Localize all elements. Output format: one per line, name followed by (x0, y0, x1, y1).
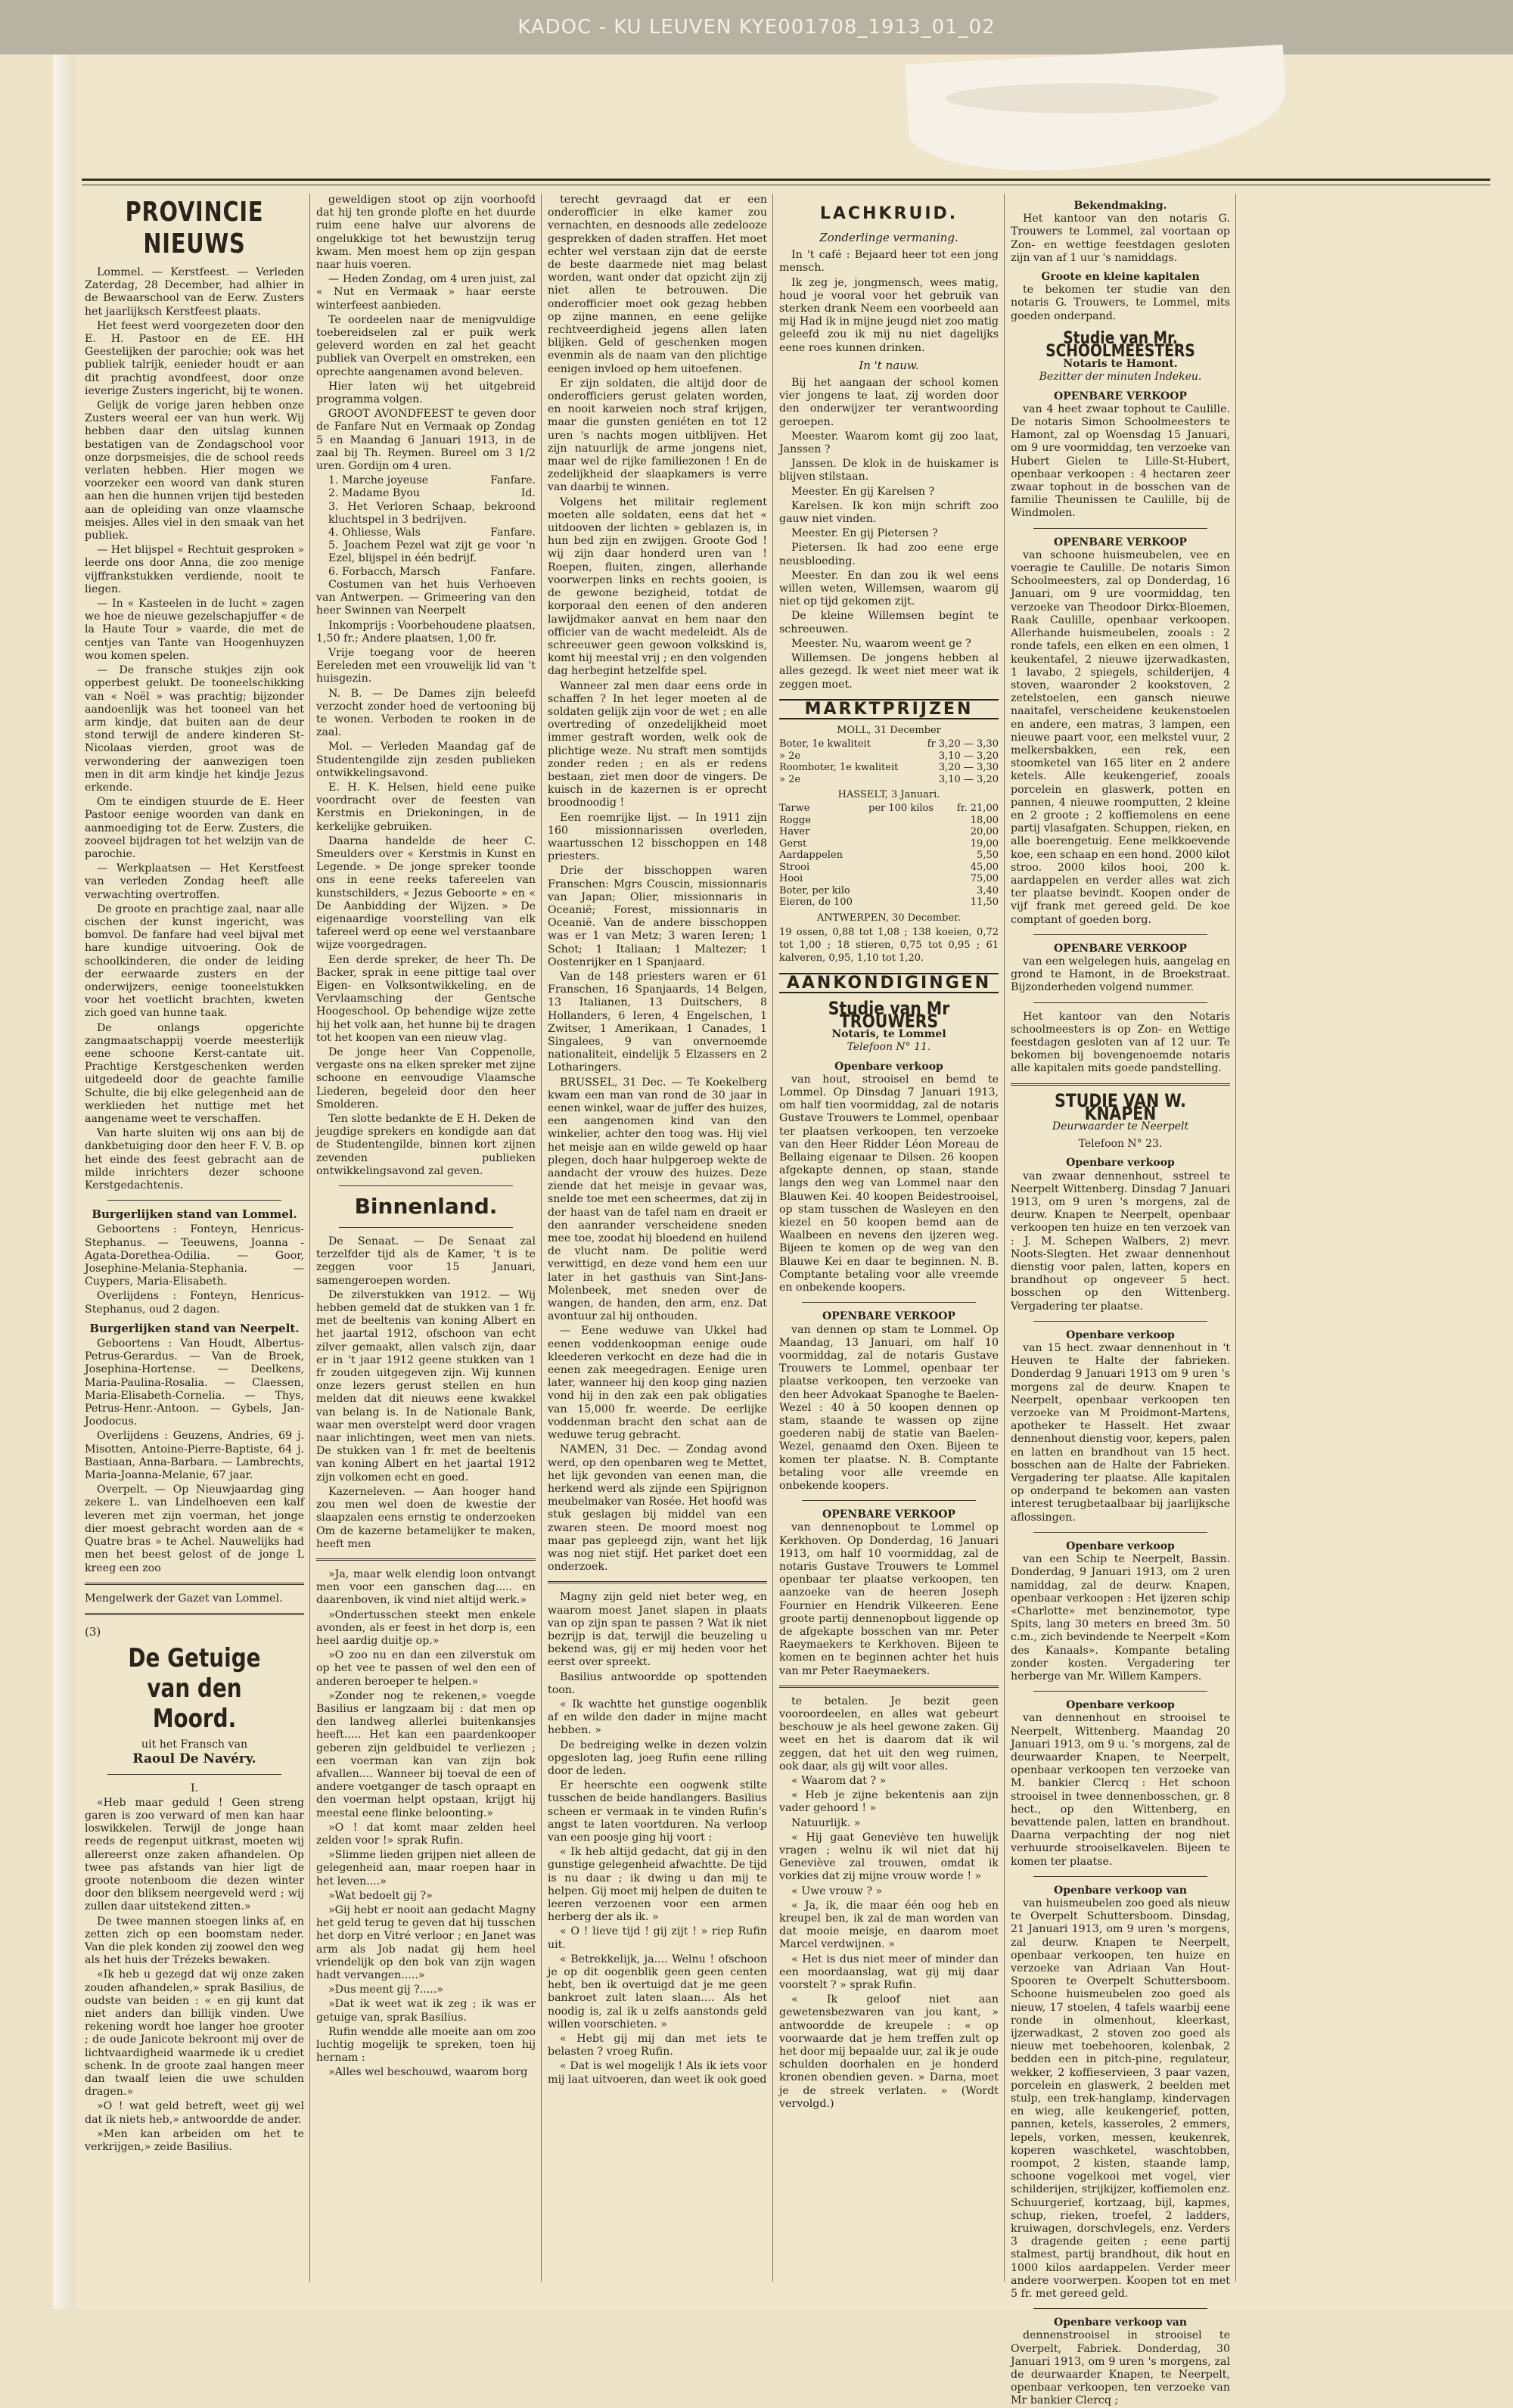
advertisement-text: van schoone huismeubelen, vee en voeragie te Caulille. De notaris Simon Schoolmeesters, zal op Donderdag, 16 Januari, om 9 ure voormiddag, ten verzoeke van Theodoor Dirkx-Bloemen, Raak Caulille, openbaar verkoopen. Allerhande huismeubelen, zooals : 2 ronde tafels, een elken en een olmen, 1 keukentafel, 2 nieuwe ijzerwadkasten, 1 lavabo, 2 spiegels, schilderijen, 4 stoven, waaronder 2 kookstoven, 2 zetelstoelen, een gansch nieuwe naaitafel, verscheidene keukenstoelen en andere, een matras, 3 lampen, een nieuwe paart voor, een melkstel vuur, 2 melkersbakken, een rek, een stoomketel van 165 liter en 2 andere ketels. Alle keukengerief, zooals porcelein en glaswerk, potten en pannen, 4 nieuwe roomputten, 2 kleine en 2 groote ; 2 koffiemolens en eene partij vlasafgaten. Schuppen, rieken, en alle boerengetuig. Eene melkkoevende koe, een schaap en een hond. 2000 kilot stroo. 2000 kilos hooi, 200 k. aardappelen en verder alles wat zich ter plaatse bevindt. Koopen onder de vijf frank met gereed geld. De koe comptant of goeden borg. (1011, 548, 1230, 926)
article-paragraph: »Ja, maar welk elendig loon ontvangt men voor een ganschen dag..... en daarenboven, ik vind niet altijd werk.» (316, 1568, 536, 1607)
article-paragraph: Willemsen. De jongens hebben al alles gezegd. Ik weet niet meer wat ik zeggen moet. (779, 652, 999, 691)
article-paragraph: In 't café : Bejaard heer tot een jong mensch. (779, 249, 999, 275)
provincie-nieuws-title: PROVINCIE NIEUWS (125, 197, 264, 259)
article-paragraph: De onlangs opgerichte zangmaatschappij voerde meesterlijk eene schoone Kerst-cantate uit. Prachtige Kerstgeschenken werden uitgedeeld door de geachte familie Schulte, die bij elke gelegenheid aan de werklieden het nuttige met het aangename weet te verschaffen. (85, 1021, 304, 1125)
article-paragraph: Ik zeg je, jongmensch, wees matig, houd je vooral voor het gebruik van sterken drank Neem een voorbeeld aan mij Had ik in mijne jeugd niet zoo matig geleefd zou ik mij nu niet dagelijks eene roes kunnen drinken. (779, 276, 999, 354)
advertisement-text: van een welgelegen huis, aangelag en grond te Hamont, in de Broekstraat. Bijzonderheden volgend nummer. (1011, 955, 1230, 994)
advertisement-text: dennenstrooisel in strooisel te Overpelt, Fabriek. Donderdag, 30 Januari 1913, om 9 uren 's morgens, zal de deurwaarder Knapen, te Neerpelt, openbaar verkoopen, ten verzoeke van Mr bankier Clercq ; (1011, 2329, 1230, 2407)
column-5 (1011, 194, 1230, 2407)
article-paragraph: »Ondertusschen steekt men enkele avonden, als er feest in het dorp is, een heel aardig duitje op.» (316, 1608, 536, 1647)
studie-trouwers-subtitle: Notaris, te Lommel (831, 1028, 946, 1041)
article-paragraph: Basilius antwoordde op spottenden toon. (548, 1670, 767, 1696)
advertisement-text: van hout, strooisel en bemd te Lommel. Op Dinsdag 7 Januari 1913, om half tien voormiddag, zal de notaris Gustave Trouwers te Lommel, openbaar ter plaatsen verkoopen, ten verzoeke van den Heer Ridder Léon Moreau de Bellaing eigenaar te Dilsen. 26 koopen afgekapte dennen, op staan, stande langs den weg van Lommel naar den Blauwen Kei. 40 koopen Beidestrooisel, op stam tusschen de Wasleyen en den kiezel en 50 koopen bemd aan de Waalbeen en nevens den ijzeren weg. Bijeen te komen op de weg van den Blauwe Kei en daar te beginnen. N. B. Comptante betaling voor alle vreemde en onbekende koopers. (779, 1073, 999, 1294)
column-rule (772, 194, 773, 2282)
article-paragraph: Meester. Waarom komt gij zoo laat, Janssen ? (779, 430, 999, 456)
article-paragraph: Een derde spreker, de heer Th. De Backer, sprak in eene pittige taal over Eigen- en Volksontwikkeling, en de Vervlaamsching der Gentsche Hoogeschool. Op behendige wijze zette hij het volk aan, het hunne bij te dragen tot het koopen van een nieuw vlag. (316, 953, 536, 1044)
price-cell (868, 862, 948, 874)
advertisement-title: Openbare verkoop (1066, 1699, 1175, 1712)
program-item-performer: Fanfare. (490, 527, 536, 539)
price-row (779, 738, 999, 750)
column-4 (779, 194, 999, 2289)
price-row (779, 850, 999, 862)
binnenland-title: Binnenland. (354, 1194, 498, 1220)
provincie-nieuws-continued (316, 194, 536, 473)
article-paragraph: Geboortens : Van Houdt, Albertus-Petrus-Gerardus. — Van de Broek, Josephina-Hortense. — Deelkens, Maria-Paulina-Rosalia. — Claessen, Maria-Elisabeth-Cornelia. — Thys, Petrus-Henr.-Antoon. — Gybels, Jan-Joodocus. (85, 1338, 304, 1428)
column-rule (1004, 194, 1005, 2282)
article-paragraph: « Ja, ik, die maar één oog heb en kreupel ben, ik zal de man worden van dat mooie meisje, en daarom moet Marcel verdwijnen. » (779, 1899, 999, 1951)
price-cell: Roomboter, 1e kwaliteit (779, 762, 899, 774)
article-paragraph: Meester. En gij Pietersen ? (791, 527, 938, 540)
column-2 (316, 194, 536, 2289)
binnenland-body (316, 1235, 536, 1551)
divider (107, 1774, 281, 1775)
advertisement-title: OPENBARE VERKOOP (1054, 390, 1187, 402)
price-cell (868, 873, 948, 885)
divider (85, 1613, 304, 1615)
program-item-title: 4. Ohliesse, Wals (328, 527, 421, 539)
in-t-nauw-body (779, 377, 999, 691)
avondfeest-program (316, 474, 536, 579)
article-paragraph: »Men kan arbeiden om het te verkrijgen,» zeide Basilius. (85, 2127, 304, 2153)
burgerlijke-stand-lommel-heading: Burgerlijken stand van Lommel. (92, 1207, 297, 1222)
price-row (779, 750, 999, 763)
price-cell: 11,50 (970, 896, 999, 909)
paper-edge (53, 54, 76, 2309)
article-paragraph: E. H. K. Helsen, hield eene puike voordracht over de feesten van Kerstmis en Driekoningen, in de kerkelijke gebruiken. (316, 781, 536, 833)
aankondigingen-title: AANKONDIGINGEN (779, 973, 999, 993)
article-paragraph: GROOT AVONDFEEST te geven door de Fanfare Nut en Vermaak op Zondag 5 en Maandag 6 Januari 1913, in de zaal bij Th. Reymen. Bureel om 3 1/2 uren. Gordijn om 4 uren. (316, 408, 536, 473)
article-paragraph: Kazerneleven. — Aan hooger hand zou men wel doen de kwestie der slaapzalen eens ernstig te onderzoeken Om de kazerne betamelijker te maken, heeft men (316, 1485, 536, 1550)
price-cell: 45,00 (970, 861, 999, 873)
article-paragraph: « Ik heb altijd gedacht, dat gij in den gunstige gelegenheid afwachtte. De tijd is nu daar ; ik dwing u dan mij te helpen. Gij moet mij helpen de duiten te leeren verzoenen voor een armen herberg der als ik. » (548, 1846, 767, 1924)
article-paragraph: Ten slotte bedankte de E H. Deken de jeugdige sprekers en kondigde aan dat de Studentengilde, binnen kort zijnen zevenden publieken ontwikkelingsavond zal geven. (316, 1113, 536, 1177)
studie-knapen-title: STUDIE VAN W. KNAPEN (1055, 1089, 1186, 1124)
price-cell: Eieren, de 100 (779, 896, 853, 909)
studie-schoolmeesters-subtitle-2: Bezitter der minuten Indekeu. (1039, 371, 1202, 384)
in-t-nauw-subtitle: In 't nauw. (859, 358, 919, 372)
article-paragraph: »O zoo nu en dan een zilverstuk om op het vee te passen of wel den een of anderen beroeper te helpen.» (316, 1649, 536, 1688)
markt-hasselt-table (779, 803, 999, 909)
price-cell (868, 815, 948, 827)
program-item (316, 487, 536, 500)
price-cell (868, 896, 948, 909)
divider (1033, 1691, 1207, 1692)
article-paragraph: De twee mannen stoegen links af, en zetten zich op een boomstam neder. Van die plek konden zij zoowel den weg als het huis der Trézeks bewaken. (85, 1915, 304, 1967)
article-paragraph: — Werkplaatsen — Het Kerstfeest van verleden Zondag heeft alle verwachting overtroffen. (85, 862, 304, 901)
advertisement-text: van 15 hect. zwaar dennenhout in 't Heuven te Halte der fabrieken. Donderdag 9 Januari 1913 om 9 uren 's morgens zal de deurw. Knapen te Neerpelt, openbaar verkoopen ten verzoeke van M Proidmont-Martens, apotheker te Hasselt. Het zwaar dennenhout dienstig voor, kepers, palen en latten en brandhout van 15 hect. bosschen aan de Halte der Fabrieken. Vergadering ter plaatse. Alle kapitalen op onderpand te bekomen aan vasten interest terugbetaalbaar bij jaarlijksche aflossingen. (1011, 1342, 1230, 1524)
divider (316, 1558, 536, 1561)
price-cell: per 100 kilos (868, 803, 934, 815)
advertisement-text: van dennenopbout te Lommel op Kerkhoven. Op Donderdag, 16 Januari 1913, om half 10 voormiddag, zal de notaris Gustave Trouwers te Lommel openbaar ter plaatse verkoopen, ten aanzoeke van de heeren Joseph Fournier en Hendrik Vilkeeren. Eene groote partij dennenopbout liggende op de afgekapte bosschen van mr. Peter Raeymaekers te Kerkhoven. Bijeen te komen en te beginnen achter het huis van mr Peter Raeymaekers. (779, 1521, 999, 1677)
article-paragraph: « Hebt gij mij dan met iets te belasten ? vroeg Rufin. (548, 2033, 767, 2058)
price-cell: Tarwe (779, 803, 810, 815)
schoolmeesters-kapitalen: Het kantoor van den Notaris schoolmeesters is op Zon- en Wettige feestdagen gesloten van af 12 uur. Te bekomen bij bovengenoemde notaris alle kapitalen mits goede pandstelling. (1011, 1010, 1230, 1075)
article-paragraph: »Gij hebt er nooit aan gedacht Magny het geld terug te geven dat hij tusschen het dorp en Vitré verloor ; en Janet was arm als Job nadat gij hem heel vriendelijk op den bok van zijn wagen hadt vervangen.....» (316, 1903, 536, 1981)
feuilleton-text (85, 1797, 304, 2154)
article-paragraph: »Slimme lieden grijpen niet alleen de gelegenheid aan, maar roepen haar in het leven....» (316, 1849, 536, 1888)
divider (1033, 1532, 1207, 1533)
mengelwerk-label: Mengelwerk der Gazet van Lommel. (85, 1592, 283, 1605)
advertisement-title: OPENBARE VERKOOP (1054, 536, 1187, 548)
price-cell: 3,20 — 3,30 (938, 762, 999, 774)
price-row (779, 774, 999, 786)
program-item-title: 2. Madame Byou (328, 487, 421, 500)
article-paragraph: te betalen. Je bezit geen vooroordeelen, en alles wat gebeurt beschouw je als heel gewone zaken. Gij weet en het is daarom dat ik wil zeggen, dat het uit den weg ruimen, ook daar, als gij wilt voor alles. (779, 1695, 999, 1773)
price-cell: Boter, 1e kwaliteit (779, 738, 871, 750)
article-paragraph: Een roemrijke lijst. — In 1911 zijn 160 missionnarissen overleden, waartusschen 12 bisschoppen en 148 priesters. (548, 811, 767, 863)
article-paragraph: »Alles wel beschouwd, waarom borg (328, 2066, 528, 2079)
article-paragraph: Er heerschte een oogwenk stilte tusschen de beide handlangers. Basilius scheen er vermaak in te vinden Rufin's angst te laten voortduren. Na verloop van een poosje ging hij voort : (548, 1779, 767, 1844)
article-paragraph: « Uwe vrouw ? » (791, 1884, 883, 1897)
price-cell: 3,10 — 3,20 (938, 750, 999, 762)
provincie-nieuws-body (85, 266, 304, 1192)
burgerlijke-stand-lommel-body (85, 1223, 304, 1316)
bekendmaking-title: Bekendmaking. (1073, 200, 1167, 212)
divider (1033, 528, 1207, 529)
schoolmeesters-advertisements (1011, 390, 1230, 995)
divider (107, 1200, 281, 1201)
article-paragraph: De kleine Willemsen begint te schreeuwen. (779, 610, 999, 635)
article-paragraph: De bedreiging welke in dezen volzin opgesloten lag, joeg Rufin eene rilling door de leden. (548, 1738, 767, 1777)
price-row (779, 826, 999, 838)
price-row (779, 762, 999, 774)
column-1 (85, 194, 304, 2289)
advertisement-title: OPENBARE VERKOOP (822, 1310, 955, 1323)
advertisement-title: Openbare verkoop van (1054, 1884, 1187, 1897)
burgerlijke-stand-neerpelt-body (85, 1338, 304, 1575)
divider (548, 1581, 767, 1583)
article-paragraph: Hier laten wij het uitgebreid programma volgen. (316, 380, 536, 406)
article-paragraph: « Ik wachtte het gunstige oogenblik af en wilde den dader in mijne macht hebben. » (548, 1698, 767, 1737)
article-paragraph: Daarna handelde de heer C. Smeulders over « Kerstmis in Kunst en Legende. » De jonge spreker toonde ons in eene reeks tafereelen van kunstschilders, « Jezus Geboorte » en « De Aanbidding der Wijzen. » De eigenaardige voorstelling van elk tafereel werd op eene wel verstaanbare wijze voorgedragen. (316, 834, 536, 952)
divider (1033, 934, 1207, 935)
divider (1033, 1002, 1207, 1003)
article-paragraph: Gelijk de vorige jaren hebben onze Zusters weeral eer van hun werk. Wij hebben daar den uitslag kunnen bestatigen van de Zondagschool voor onze dorpsmeisjes, die de school reeds verlaten hebben. Hier mogen we voorzeker een woord van dank sturen aan hen die hunnen vrijen tijd besteden aan de opleiding van onze vlaamsche meisjes. Alles viel in den smaak van het publiek. (85, 399, 304, 542)
price-row (779, 896, 999, 909)
price-row (779, 862, 999, 874)
article-paragraph: « Ik geloof niet aan gewetensbezwaren van jou kant, » antwoordde de kreupele : « op voorwaarde dat je hem treffen zult op het door mij bepaalde uur, zal ik je oude schulden doorhalen en je honderd kronen obendien geven. » Darna, moet je de streek verlaten. » (Wordt vervolgd.) (779, 1993, 999, 2110)
price-row (779, 885, 999, 897)
article-paragraph: — In « Kasteelen in de lucht » zagen we hoe de nieuwe gezelschapjuffer « de la Haute Tour » vaarde, die met de centjes van Tante van Hoogenhuyzen wou komen spelen. (85, 598, 304, 662)
article-paragraph: Costumen van het huis Verhoeven van Antwerpen. — Grimeering van den heer Swinnen van Neerpelt (316, 578, 536, 617)
article-paragraph: Pietersen. Ik had zoo eene erge neusbloeding. (779, 542, 999, 567)
markt-antwerpen-heading: ANTWERPEN, 30 December. (816, 912, 962, 924)
article-paragraph: Volgens het militair reglement moeten alle soldaten, eens dat het « uitdooven der lichten » geblazen is, in hun bed zijn en zwijgen. Groote God ! wij zijn daar honderd uren van ! Roepen, fluiten, zingen, allerhande voorwerpen links en rechts gooien, is de gewone bezigheid, totdat de korporaal den eenen of den anderen lawijdmaker aanvat en hem naar den officier van de wacht medeleidt. Als de schreeuwer geen gewoon volkskind is, komt hij meestal vrij ; en den volgenden dag herbegint hetzelfde spel. (548, 496, 767, 678)
article-paragraph: De jonge heer Van Coppenolle, vergaste ons na elken spreker met zijne schoone en eenvoudige Vlaamsche Liederen, begeleid door den heer Smolderen. (316, 1046, 536, 1111)
archive-label: KADOC - KU LEUVEN KYE001708_1913_01_02 (517, 16, 996, 39)
article-paragraph: NAMEN, 31 Dec. — Zondag avond werd, op den openbaren weg te Mettet, het lijk gevonden van eenen man, die herkend werd als zijnde een Spijrignon meubelmaker van Rosée. Het hoofd was stuk geslagen bij middel van een zwaren steen. De moord moest nog maar pas gepleegd zijn, want het lijk was nog niet stijf. Het parket doet een onderzoek. (548, 1443, 767, 1574)
article-paragraph: Wanneer zal men daar eens orde in schaffen ? In het leger moeten al de soldaten gelijk zijn voor de wet ; en alle overtreding of onzedelijkheid moet immer gestraft worden, welk ook de plichtige weze. Nu straft men somtijds zonder reden ; en als er redens bestaan, ziet men door de vingers. De kuisch in de kazernen is er oprecht broodnoodig ! (548, 679, 767, 809)
price-cell: fr. 21,00 (956, 803, 999, 815)
article-paragraph: « Waarom dat ? » (791, 1775, 887, 1787)
article-paragraph: Magny zijn geld niet beter weg, en waarom moest Janet slapen in plaats van op zijn span te passen ? Wat ik niet bezrijp is dat, terwijl die beuzeling u bekend was, gij er mij heden voor het eerst over spreekt. (548, 1591, 767, 1669)
article-paragraph: Van harte sluiten wij ons aan bij de dankbetuiging door den heer F. V. B. op het einde des feest gebracht aan de milde inrichters dezer schoone Kerstgedachtenis. (85, 1127, 304, 1192)
archive-header-bar (0, 0, 1513, 54)
article-paragraph: Lommel. — Kerstfeest. — Verleden Zaterdag, 28 December, had alhier in de Bewaarschool van de Eerw. Zusters het jaarlijksch Kerstfeest plaats. (85, 266, 304, 318)
article-paragraph: Inkomprijs : Voorbehoudene plaatsen, 1,50 fr.; Andere plaatsen, 1,00 fr. (316, 619, 536, 645)
article-paragraph: Om te eindigen stuurde de E. Heer Pastoor eenige woorden van dank en aanmoediging tot de Eerw. Zusters, die zooveel bijdragen tot het welzijn van de parochie. (85, 796, 304, 860)
feuilleton-translated-from: uit het Fransch van (141, 1738, 248, 1751)
advertisement-title: Openbare verkoop (1066, 1157, 1175, 1170)
program-item-performer: Fanfare. (490, 565, 536, 578)
price-cell: Rogge (779, 814, 811, 826)
article-paragraph: »Wat bedoelt gij ?» (328, 1889, 433, 1902)
article-paragraph: »Dat ik weet wat ik zeg ; ik was er getuige van, sprak Basilius. (316, 1998, 536, 2024)
stain (946, 83, 1218, 113)
program-item-title: 5. Joachem Pezel wat zijt ge voor 'n Ezel, blijspel in één bedrijf. (328, 539, 536, 565)
article-paragraph: Het feest werd voorgezeten door den E. H. Pastoor en de EE. HH Geestelijken der parochie; ook was het publiek talrijk, eenieder houdt er aan dit prachtig avondfeest, door onze ieverige Zusters ingericht, bij te wonen. (85, 319, 304, 397)
article-paragraph: Karelsen. Ik kon mijn schrift zoo gauw niet vinden. (779, 499, 999, 526)
price-cell (868, 826, 948, 838)
price-cell: 5,50 (977, 850, 999, 862)
divider (802, 1302, 976, 1303)
price-cell: fr 3,20 — 3,30 (927, 738, 999, 750)
article-paragraph: «Heb maar geduld ! Geen streng garen is zoo verward of men kan haar loswikkelen. Terwijl de jonge haan reeds de regenput uitkrast, moeten wij allereerst onze zaken afhandelen. Op twee pas afstands van hier ligt de groote notenboom die dezen winter door den bliksem neergeveld werd ; wij zullen daar uitstekend zitten.» (85, 1796, 304, 1913)
column-rule (541, 194, 542, 2282)
advertisement-title: Openbare verkoop (1066, 1540, 1175, 1552)
price-cell (868, 838, 948, 850)
column-rule (309, 194, 310, 2282)
divider (1033, 1876, 1207, 1877)
article-paragraph: Overlijdens : Fonteyn, Henricus-Stephanus, oud 2 dagen. (85, 1290, 304, 1316)
article-paragraph: »Dus meent gij ?.....» (328, 1984, 443, 1996)
feuilleton-text-2 (316, 1568, 536, 2080)
price-cell: 3,40 (977, 884, 999, 896)
article-paragraph: Overpelt. — Op Nieuwjaardag ging zekere L. van Lindelhoeven een kalf leveren met zijn voerman, het jonge dier moest gebracht worden aan de « Quatre bras » te Achel. Nauwelijks had men het beest gelost of de jonge L kreeg een zoo (85, 1484, 304, 1574)
divider (339, 1227, 513, 1228)
bekendmaking-text: Het kantoor van den notaris G. Trouwers te Lommel, zal voortaan op Zon- en wettige feestdagen gesloten zijn van af 1 uur 's namiddags. (1011, 213, 1230, 264)
studie-schoolmeesters-title: Studie van Mr. SCHOOLMEESTERS (1045, 328, 1195, 362)
burgerlijke-stand-neerpelt-heading: Burgerlijken stand van Neerpelt. (89, 1321, 300, 1335)
divider (1033, 1321, 1207, 1322)
studie-trouwers-title: Studie van Mr TROUWERS (828, 997, 950, 1033)
column-3 (548, 194, 767, 2289)
article-paragraph: « Betrekkelijk, ja.... Welnu ! ofschoon je op dit oogenblik geen geen centen hebt, ben ik overtuigd dat je me geen bankroet zult laten slaan.... Als het noodig is, zal ik u zelfs aanstonds geld willen voorschieten. » (548, 1953, 767, 2030)
price-row (779, 803, 999, 815)
article-paragraph: Drie der bisschoppen waren Franschen: Mgrs Couscin, missionnaris van Japan; Olier, missionnaris in Oceanië; Forest, missionnaris in Oceanië. Van de andere bisschoppen was er 1 van Metz; 3 waren Ieren; 1 Schot; 1 Italiaan; 1 Maltezer; 1 Oostenrijker en 1 Spanjaard. (548, 865, 767, 968)
advertisement-title: Openbare verkoop van (1054, 2316, 1187, 2329)
advertisement-text: van huismeubelen zoo goed als nieuw te Overpelt Schuttersboom. Dinsdag, 21 Januari 1913, om 9 uren 's morgens, zal deurw. Knapen te Neerpelt, openbaar verkoopen, ten huize en verzoeke van Adriaan Van Hout-Spooren te Overpelt Schuttersboom. Schoone huismeubelen zoo goed als nieuw, 17 stoelen, 4 tafels waarbij eene ronde in olmenhout, kleerkast, ijzerwadkast, 2 stoven zoo goed als nieuw met toebehooren, kolenbak, 2 bedden een in pitch-pine, regulateur, wekker, 2 koffieservieen, 3 paar vazen, porcelein en glaswerk, 2 beelden met stulp, een trek-hanglamp, kindervagen en wieg, alle keukengerief, potten, pannen, ketels, kasseroles, 2 emmers, lepels, vorken, messen, keukenrek, koperen waschketel, waschtobben, roompot, 2 kisten, staande lamp, schoone vogelkooi met vogel, vier schilderijen, strijkijzer, koffiemolen enz. Schuurgerief, kortzaag, bijl, kapmes, schup, rieken, troefel, 2 ladders, kruiwagen, dorschvlegels, enz. Verders 3 dragende geiten ; eene partij stalmest, partij brandhout, dik hout en 1000 kilos aardappelen. Verder meer andere voorwerpen. Koopen tot en met 5 fr. met gereed geld. (1011, 1897, 1230, 2301)
kapitalen-text: te bekomen ter studie van den notaris G. Trouwers, te Lommel, mits goeden onderpand. (1011, 284, 1230, 322)
advertisement-title: OPENBARE VERKOOP (1054, 942, 1187, 955)
advertisement-title: Openbare verkoop (1066, 1328, 1175, 1341)
article-paragraph: »O ! dat komt maar zelden heel zelden voor !» sprak Rufin. (316, 1821, 536, 1847)
article-paragraph: « Heb je zijne bekentenis aan zijn vader gehoord ! » (779, 1789, 999, 1815)
binnenland-continued (548, 194, 767, 1574)
kapitalen-heading: Groote en kleine kapitalen (1041, 271, 1200, 284)
feuilleton-title: De Getuige van den Moord. (128, 1643, 261, 1735)
header-rule (82, 179, 1490, 181)
program-item-title: 3. Het Verloren Schaap, bekroond kluchtspel in 3 bedrijven. (328, 500, 536, 526)
article-paragraph: Bij het aangaan der school komen vier jongens te laat, zij worden door den onderwijzer ter verantwoording geroepen. (779, 377, 999, 428)
article-paragraph: Meester. En dan zou ik wel eens willen weten, Willemsen, waarom gij niet op tijd gekomen zijt. (779, 569, 999, 608)
program-item-performer: Fanfare. (490, 474, 536, 487)
advertisement-title: Openbare verkoop (834, 1060, 943, 1073)
feuilleton-author: Raoul De Navéry. (132, 1751, 256, 1767)
article-paragraph: BRUSSEL, 31 Dec. — Te Koekelberg kwam een man van rond de 30 jaar in eenen winkel, waar de juffer des huizes, een aangenomen kind van den winkelier, achter den toog was. Hij viel het meisje aan en wilde geweld op haar plegen, doch haar hulpgeroep wekte de aandacht der vrouw des huizes. Deze ziende dat het meisje in gevaar was, snelde toe met een scheermes, dat zij in der haast van de tafel nam en draeit er den aanrander verscheidene sneden mee toe, zoodat hij bloedend en huilend de vlucht nam. De politie werd verwittigd, en deze vond hem een uur later in het gasthuis van Sint-Jans-Molenbeek, met sneden over de wangen, de handen, den arm, enz. Dat avontuur zal hij onthouden. (548, 1076, 767, 1323)
lachkruid-title: LACHKRUID. (819, 204, 958, 223)
price-row (779, 815, 999, 827)
article-paragraph: Te oordeelen naar de menigvuldige toebereidselen zal er puik werk geleverd worden en zal het geacht publiek van Overpelt en omstreken, een oprechte aangenamen avond beleven. (316, 313, 536, 378)
price-cell: Gerst (779, 837, 807, 850)
price-cell: 18,00 (970, 814, 999, 826)
article-paragraph: N. B. — De Dames zijn beleefd verzocht zonder hoed de vertooning bij te wonen. Verboden te rooken in de zaal. (316, 687, 536, 739)
price-row (779, 838, 999, 850)
price-cell: Haver (779, 826, 810, 838)
markt-moll-heading: MOLL, 31 December (837, 724, 941, 736)
program-item (316, 527, 536, 539)
knapen-advertisements (1011, 1157, 1230, 2407)
program-item-performer: Id. (520, 487, 536, 500)
article-paragraph: « Hij gaat Geneviève ten huwelijk vragen ; welnu ik wil niet dat hij Geneviève zal trouwen, omdat ik vorkies dat zij mijne vrouw worde ! » (779, 1831, 999, 1883)
price-cell: 20,00 (970, 826, 999, 838)
article-paragraph: Meester. En gij Karelsen ? (791, 485, 935, 498)
article-paragraph: « Het is dus niet meer of minder dan een moordaanslag, wat gij mij daar voorstelt ? » sprak Rufin. (779, 1953, 999, 1992)
price-cell: 19,00 (970, 837, 999, 850)
article-paragraph: geweldigen stoot op zijn voorhoofd dat hij ten gronde plofte en het duurde ruim eene halve uur alvorens de ongelukkige tot het bewustzijn terug kwam. Men moest hem op zijn gespan naar huis voeren. (316, 194, 536, 272)
program-item (316, 539, 536, 565)
program-item (316, 566, 536, 579)
trouwers-advertisements (779, 1061, 999, 1678)
markt-moll-table (779, 738, 999, 785)
divider (1011, 1083, 1230, 1086)
article-paragraph: Rufin wendde alle moeite aan om zoo luchtig mogelijk te spreken, toen hij hernam : (316, 2025, 536, 2065)
studie-schoolmeesters-subtitle: Notaris te Hamont. (1063, 358, 1178, 371)
studie-knapen-phone: Telefoon N° 23. (1078, 1138, 1163, 1151)
feuilleton-text-4 (779, 1695, 999, 2111)
price-row (779, 873, 999, 885)
article-paragraph: Geboortens : Fonteyn, Henricus-Stephanus. — Teeuwens, Joanna - Agata-Dorethea-Odilia. — Goor, Josephine-Melania-Stephania. — Cuypers, Maria-Elisabeth. (85, 1223, 304, 1288)
article-paragraph: De zilverstukken van 1912. — Wij hebben gemeld dat de stukken van 1 fr. met de beeltenis van koning Albert en het jaartal 1912, ofschoon van echt zilver gemaakt, allen valsch zijn, daar er in 't jaar 1912 geene stukken van 1 fr zouden uitgegeven zijn. Wij kunnen onze lezers gerust stellen en hun melden dat dit nieuws eene kwakkel van belang is. In de Nationale Bank, waar men overstelpt werd door vragen naar inlichtingen, weet men van niets. De stukken van 1 fr. met de beeltenis van koning Albert en het jaartal 1912 zijn volkomen echt en goed. (316, 1288, 536, 1484)
price-cell: 75,00 (970, 873, 999, 885)
article-paragraph: terecht gevraagd dat er een onderofficier in elke kamer zou vernachten, en desnoods alle zedelooze gesprekken of daden straffen. Het moet echter wel verstaan zijn dat de eerste de beste daarmede niet mag belast worden, want onder dat opzicht zijn zij niet allen te betrouwen. Die onderofficier moet ook gezag hebben op zijne mannen, en eene gelijke rechtveerdigheid jegens allen laten blijken. Geld of geschenken mogen evenmin als de naam van den plichtige eenigen invloed op hem uitoefenen. (548, 194, 767, 375)
divider (85, 1583, 304, 1585)
divider (339, 1185, 513, 1186)
feuilleton-chapter: I. (190, 1782, 199, 1794)
price-cell: Aardappelen (779, 850, 843, 862)
article-paragraph: Meester. Nu, waarom weent ge ? (791, 637, 971, 650)
price-cell: » 2e (779, 773, 801, 785)
article-paragraph: « Dat is wel mogelijk ! Als ik iets voor mij laat uitvoeren, dan weet ik ook goed (548, 2060, 767, 2086)
program-item-title: 1. Marche joyeuse (328, 474, 428, 487)
provincie-nieuws-continued-2 (316, 579, 536, 1178)
article-paragraph: — Eene weduwe van Ukkel had eenen voddenkoopman eenige oude kleederen verkocht en deze had die in eenen zak meegedragen. Eenige uren later, wanneer hij den koop ging nazien vond hij in den zak een pak obligaties van 15,000 fr. weerde. De eerlijke voddenman bracht den schat aan de weduwe terug gebracht. (548, 1325, 767, 1442)
lachkruid-body (779, 249, 999, 355)
article-paragraph: De Senaat. — De Senaat zal terzelfder tijd als de Kamer, 't is te zeggen voor 15 Januari, samengeroepen worden. (316, 1235, 536, 1287)
divider (779, 1686, 999, 1688)
advertisement-text: van een Schip te Neerpelt, Bassin. Donderdag, 9 Januari 1913, om 2 uren namiddag, zal de deurw. Knapen, openbaar verkoopen : Het ijzeren schip «Charlotte» met benzinemotor, type Spits, lang 30 meters en breed 3m. 50 c.m., zich bevindende te Neerpelt «Kom des Kanaals». Kompante betaling zonder kosten. Vergadering ter herberge van Mr. Willem Kampers. (1011, 1553, 1230, 1682)
price-cell: Boter, per kilo (779, 884, 850, 896)
article-paragraph: — Heden Zondag, om 4 uren juist, zal « Nut en Vermaak » haar eerste winterfeest aanbieden. (316, 273, 536, 312)
program-item (316, 474, 536, 487)
price-cell (868, 850, 948, 862)
divider (802, 1500, 976, 1501)
article-paragraph: Mol. — Verleden Maandag gaf de Studentengilde zijn zesden publieken ontwikkelingsavond. (316, 741, 536, 779)
feuilleton-text-3 (548, 1591, 767, 2086)
advertisement-title: OPENBARE VERKOOP (822, 1508, 955, 1521)
markt-hasselt-heading: HASSELT, 3 Januari. (837, 789, 940, 801)
marktprijzen-title: MARKTPRIJZEN (779, 699, 999, 719)
program-item (316, 501, 536, 527)
article-paragraph: Natuurlijk. » (791, 1816, 861, 1829)
program-item-title: 6. Forbacch, Marsch (328, 565, 441, 578)
article-paragraph: «Ik heb u gezegd dat wij onze zaken zouden afhandelen,» sprak Basilius, de oudste van beiden : « en gij kunt dat niet anders dan billijk vinden. Uwe rekening wordt hoe langer hoe grooter ; de oude Janicote bekroont mij over de lichtvaardigheid waarmede ik u crediet schenk. In de groote zaal hangen meer dan twaalf leien die uwe schulden dragen.» (85, 1968, 304, 2099)
advertisement-text: van zwaar dennenhout, sstreel te Neerpelt Wittenberg. Dinsdag 7 Januari 1913, om 9 uren 's morgens, zal de deurw. Knapen te Neerpelt, openbaar verkoopen ten huize en ten verzoek van : J. M. Schepen Walbers, 2) mevr. Noots-Slegten. Het zwaar dennenhout dienstig voor palen, latten, kopers en brandhout op ongeveer 5 hect. bosschen op den Wittenberg. Vergadering ter plaatse. (1011, 1170, 1230, 1313)
article-paragraph: Er zijn soldaten, die altijd door de onderofficiers gerust gelaten worden, en nooit karweien noch straf krijgen, maar die gunsten geniéten en tot 12 uren 's nachts mogen uitblijven. Het zijn natuurlijk de arme jongens niet, maar wel de rijke familiezonen ! En de zedelijkheid der slaapkamers is verre van daarbij te winnen. (548, 377, 767, 494)
article-paragraph: De groote en prachtige zaal, naar alle cischen der kunst ingericht, was bomvol. De fanfare had veel bijval met hare kundige uitvoering. Ook de schoolkinderen, die onder de leiding der eerwaarde zusters en der onderwijzers, eenige tooneelstukken voor het voetlicht brachten, kweten zich goed van hunne taak. (85, 903, 304, 1020)
price-cell: Strooi (779, 861, 810, 873)
divider (1033, 2308, 1207, 2309)
column-rule (1235, 194, 1236, 2282)
price-cell: Hooi (779, 873, 803, 885)
price-cell: » 2e (779, 750, 801, 762)
price-cell (868, 885, 948, 897)
article-paragraph: »Zonder nog te rekenen,» voegde Basilius er langzaam bij : dat men op den landweg allerlei buitenkansjes heeft..... Het kan een paardenkooper geberen zijn geldbuidel te verliezen ; een voerman kan van zijn bok afvallen.... Wanneer bij toeval de een of andere voetganger de tasch opraapt en den voerman helpt opstaan, krijgt hij meestal eene flinke beloonting.» (316, 1689, 536, 1819)
article-paragraph: Janssen. De klok in de huiskamer is blijven stilstaan. (779, 458, 999, 483)
advertisement-text: van dennen op stam te Lommel. Op Maandag, 13 Januari, om half 10 voormiddag, zal de notaris Gustave Trouwers te Lommel, openbaar ter plaatse verkoopen, ten verzoeke van den heer Advokaat Spanoghe te Baelen-Wezel : 40 à 50 koopen dennen op stam, staande te wassen op zijne goederen nabij de statie van Baelen-Wezel, genaamd den Oxen. Bijeen te komen ter plaatse. N. B. Comptante betaling voor alle vreemde en onbekende koopers. (779, 1323, 999, 1492)
article-paragraph: — De fransche stukjes zijn ook opperbest gelukt. De tooneelschikking van « Noël » was prachtig; bijzonder aandoenlijk was het tooneel van het arm kindje, dat buiten aan de deur stond terwijl de andere kinderen St-Nicolaas vierden, groot was de verwondering der aanwezigen toen men in dit arm kindje het kindje Jezus erkende. (85, 664, 304, 794)
studie-trouwers-phone: Telefoon N° 11. (847, 1041, 931, 1054)
markt-antwerpen-text: 19 ossen, 0,88 tot 1,08 ; 138 koeien, 0,72 tot 1,00 ; 18 stieren, 0,75 tot 0,95 ; 61 kalveren, 0,95, 1,10 tot 1,20. (779, 927, 999, 965)
advertisement-text: van 4 heet zwaar tophout te Caulille. De notaris Simon Schoolmeesters te Hamont, zal op Woensdag 15 Januari, om 9 ure voormiddag, ten verzoeke van Hubert Gielen te Lille-St-Hubert, openbaar verkoopen : 4 hectaren zeer zwaar tophout in de bosschen van de familie Theunissen te Caulille, bij de Windmolen. (1011, 402, 1230, 520)
feuilleton-number: (3) (85, 1624, 101, 1639)
article-paragraph: »O ! wat geld betreft, weet gij wel dat ik niets heb,» antwoordde de ander. (85, 2100, 304, 2126)
lachkruid-subtitle: Zonderlinge vermaning. (819, 231, 958, 244)
studie-knapen-subtitle: Deurwaarder te Neerpelt (1052, 1120, 1189, 1133)
article-paragraph: « O ! lieve tijd ! gij zijt ! » riep Rufin uit. (548, 1925, 767, 1951)
article-paragraph: Van de 148 priesters waren er 61 Franschen, 16 Spanjaards, 14 Belgen, 13 Italianen, 13 Duitschers, 8 Hollanders, 6 Ieren, 4 Engelschen, 1 Zwitser, 1 Amerikaan, 1 Canades, 1 Singalees, 9 van onvernoemde nationaliteit, eindelijk 5 Elzassers en 2 Lotharingers. (548, 970, 767, 1074)
article-paragraph: — Het blijspel « Rechtuit gesproken » leerde ons door Anna, die zoo menige vijffrankstukken verdiende, nooit te liegen. (85, 544, 304, 595)
price-cell: 3,10 — 3,20 (938, 773, 999, 785)
article-paragraph: Vrije toegang voor de heeren Eereleden met een vrouwelijk lid van 't huisgezin. (316, 646, 536, 685)
advertisement-text: van dennenhout en strooisel te Neerpelt, Wittenberg. Maandag 20 Januari 1913, om 9 u. 's morgens, zal de deurwaarder Knapen, te Neerpelt, openbaar verkoopen ten verzoeke van M. bankier Clercq : Het schoon strooisel in twee dennenbosschen, gr. 8 hect., op den Wittenberg, en bevattende palen, latten en brandhout. Daarna verpachting der nog niet verhuurde strooiselkavelen. Bijeen te komen ter plaatse. (1011, 1712, 1230, 1868)
article-paragraph: Overlijdens : Geuzens, Andries, 69 j. Misotten, Antoine-Pierre-Baptiste, 64 j. Bastiaan, Anna-Barbara. — Lambrechts, Maria-Joanna-Melanie, 67 jaar. (85, 1430, 304, 1482)
